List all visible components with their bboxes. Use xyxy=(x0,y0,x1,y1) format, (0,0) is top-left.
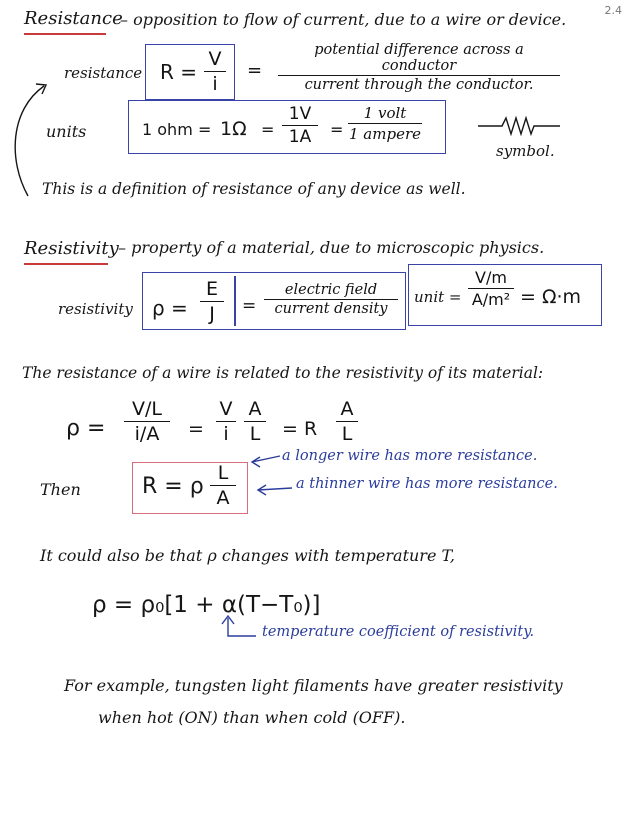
resistance-numerator: V xyxy=(208,48,222,70)
then-label: Then xyxy=(40,480,81,499)
resistivity-unit-numerator: V/m xyxy=(475,268,507,287)
resistivity-unit-label: unit = xyxy=(414,288,462,306)
units-ohm: 1 ohm xyxy=(142,120,193,139)
temperature-coefficient-note: temperature coefficient of resistivity. xyxy=(262,624,535,640)
resistivity-numerator: E xyxy=(205,278,218,300)
relation-f2-numerator: V xyxy=(219,398,233,420)
resistance-definition: – opposition to flow of current, due to a wire or device. xyxy=(120,10,567,29)
then-numerator: L xyxy=(217,462,229,484)
resistance-denominator: i xyxy=(212,73,218,96)
resistivity-label: resistivity xyxy=(58,300,133,318)
units-numerator: 1V xyxy=(288,104,312,124)
resistor-symbol-icon xyxy=(478,118,560,134)
resistivity-unit-denominator: A/m² xyxy=(471,290,511,310)
relation-f2-denominator: i xyxy=(223,423,229,446)
page-number: 2.4 xyxy=(604,4,622,17)
resistance-equals: = xyxy=(247,60,263,81)
temperature-formula: ρ = ρ₀[1 + α(T−T₀)] xyxy=(92,592,321,618)
relation-rho: ρ = xyxy=(66,416,106,441)
units-equals-3: = xyxy=(330,120,344,139)
units-omega: 1Ω xyxy=(220,118,247,140)
resistance-heading: Resistance xyxy=(24,8,123,29)
units-equals-1: = xyxy=(198,120,212,139)
relation-f4-denominator: L xyxy=(341,423,353,446)
resistance-label: resistance xyxy=(64,64,143,82)
resistivity-denominator: J xyxy=(209,303,215,326)
relation-equals-2: = R xyxy=(282,418,318,440)
units-words-numerator: 1 volt xyxy=(363,104,407,122)
temperature-sentence: It could also be that ρ changes with temperature T, xyxy=(40,546,455,565)
relation-equals-1: = xyxy=(188,418,204,440)
resistivity-unit-result: = Ω·m xyxy=(520,286,582,308)
then-note-thinner: a thinner wire has more resistance. xyxy=(296,476,558,492)
units-label: units xyxy=(46,122,87,141)
resistivity-heading: Resistivity xyxy=(24,238,119,259)
resistance-formula-lhs: R = xyxy=(160,60,198,84)
resistor-symbol-label: symbol. xyxy=(496,142,555,160)
example-line-1: For example, tungsten light filaments have greater resistivity xyxy=(64,676,563,695)
units-words-denominator: 1 ampere xyxy=(348,125,421,144)
then-formula-lhs: R = ρ xyxy=(142,474,204,499)
then-note-longer: a longer wire has more resistance. xyxy=(282,448,538,464)
units-denominator: 1A xyxy=(288,127,312,148)
resistance-verbal-numerator: potential difference across a conductor xyxy=(314,42,524,74)
relation-f3-numerator: A xyxy=(248,398,262,420)
relation-f1-denominator: i/A xyxy=(134,423,160,446)
then-denominator: A xyxy=(216,487,230,510)
relation-sentence: The resistance of a wire is related to the resistivity of its material: xyxy=(22,364,544,382)
definition-note: This is a definition of resistance of any device as well. xyxy=(42,180,466,198)
resistivity-verbal-numerator: electric field xyxy=(284,282,378,298)
units-equals-2: = xyxy=(261,120,275,139)
arrow-thinner-icon xyxy=(258,488,292,490)
resistivity-verbal-denominator: current density xyxy=(274,301,388,318)
resistivity-equals: = xyxy=(242,296,257,316)
relation-f3-denominator: L xyxy=(249,423,261,446)
relation-f4-numerator: A xyxy=(340,398,354,420)
resistivity-definition: – property of a material, due to microscopic physics. xyxy=(118,238,545,257)
curved-arrow-icon xyxy=(15,86,44,196)
resistivity-formula-lhs: ρ = xyxy=(152,296,188,320)
example-line-2: when hot (ON) than when cold (OFF). xyxy=(98,708,406,727)
resistance-verbal-denominator: current through the conductor. xyxy=(304,77,534,94)
relation-f1-numerator: V/L xyxy=(132,398,162,420)
